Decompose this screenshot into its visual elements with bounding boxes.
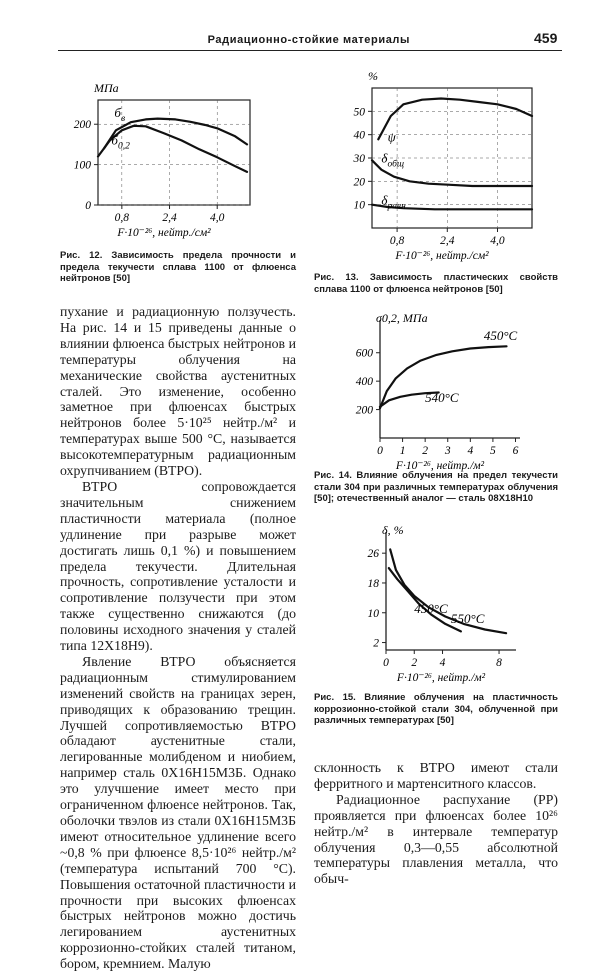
- series-label-symbol: δ: [381, 150, 388, 166]
- figure-14-chart: [330, 308, 530, 473]
- figure-14: [330, 308, 530, 473]
- x-axis-label: F·10⁻²⁶, нейтр./м²: [396, 672, 486, 684]
- x-tick-label: 4,0: [210, 212, 225, 224]
- x-tick-label: 0,8: [389, 235, 405, 247]
- x-tick-label: 4: [439, 657, 446, 669]
- series-label-symbol: б: [111, 132, 118, 148]
- series-label-symbol: ψ: [387, 129, 396, 145]
- series-label-subscript: общ: [387, 159, 405, 170]
- series-label: [484, 328, 518, 343]
- y-tick-label: 20: [353, 176, 365, 189]
- series-label-symbol: 540°С: [425, 389, 459, 405]
- x-tick-label: 6: [512, 445, 519, 457]
- figure-12-caption: Рис. 12. Зависимость предела прочности и предела текучести сплава 1100 от флюенса нейтронов [50]: [60, 250, 296, 284]
- right-paragraph-2: Радиационное распухание (РР) проявляется при флюенсах более 10²⁶ нейтр./м² в интервале температур облучения 0,3—0,55 абсолютной температуры плавления металла, что обыч-: [314, 791, 558, 887]
- series-label: [388, 130, 397, 145]
- running-title: Радиационно-стойкие материалы: [207, 34, 410, 46]
- figure-13-chart: [330, 69, 545, 268]
- y-tick-label: 26: [367, 548, 379, 561]
- y-tick-label: 18: [367, 577, 379, 590]
- series-label-symbol: 450°С: [483, 327, 518, 343]
- x-tick-label: 2: [411, 657, 418, 669]
- header-rule: [58, 50, 562, 51]
- x-tick-label: 4,0: [490, 235, 505, 247]
- left-paragraph-2: ВТРО сопровождается значительным снижением пластичности материала (полное удлинение при разрыве может достигать лишь 0,1 %) и повышением предела текучести. Длительная прочность, сопротивление усталости и сопротивление ползучести при этом также существенно снижаются (до половины исходного значения у сталей типа 12Х18Н9).: [60, 478, 296, 654]
- series-label-symbol: б: [114, 104, 121, 120]
- series-label-subscript: 0,2: [117, 141, 130, 152]
- figure-13: [330, 69, 545, 268]
- page-number: 459: [534, 30, 558, 46]
- x-tick-label: 0,8: [114, 212, 130, 224]
- series-label: [381, 151, 404, 170]
- y-tick-label: 10: [367, 607, 379, 620]
- x-axis-label: F·10⁻²⁶, нейтр./м²: [395, 460, 485, 472]
- y-axis-label: σ0,2, МПа: [376, 311, 428, 325]
- series-label-symbol: δ: [381, 192, 388, 208]
- series-label: [111, 132, 130, 151]
- y-tick-label: 200: [73, 119, 91, 132]
- y-axis-label: МПа: [94, 81, 119, 95]
- x-tick-label: 0: [383, 657, 389, 669]
- series-label-symbol: 450°С: [414, 600, 448, 616]
- y-tick-label: 30: [353, 153, 365, 165]
- series-line: [378, 99, 532, 140]
- x-tick-label: 2: [422, 445, 429, 457]
- left-paragraph-3: Явление ВТРО объясняется радиационным стимулированием изменений свойств на границах зерен, приводящих к образованию трещин. Лучшей сопротивляемостью ВТРО обладают аустенитные стали, легированные молибденом и ниобием, например сталь 0Х16Н15М3Б. Однако это улучшение имеет место при ограниченном флюенсе нейтронов. Так, оболочки твэлов из стали 0Х16Н15М3Б имеют относительное удлинение всего ~0,8 % при флюенсе 8,5·10²⁶ нейтр./м² (температура испытаний 700 °С). Повышения остаточной пластичности и прочности при высоких флюенсах быстрых нейтронов можно достичь легированием аустенитных коррозионно-стойких сталей титаном, бором, кремнием. Малую: [60, 653, 296, 972]
- y-tick-label: 50: [353, 106, 365, 119]
- left-paragraph-1: пухание и радиационную ползучесть. На рис. 14 и 15 приведены данные о влиянии флюенса быстрых нейтронов и температуры облучения на механические свойства аустенитных сталей. Это изменение, особенно заметное при флюенсах быстрых нейтронов более 5·10²⁵ нейтр./м² и температурах выше 500 °С, называется высокотемпературным радиационным охрупчиванием (ВТРО).: [60, 304, 296, 479]
- right-column: [314, 760, 558, 887]
- x-tick-label: 1: [399, 445, 406, 457]
- y-tick-label: 600: [355, 347, 373, 360]
- series-label: [425, 390, 459, 405]
- y-axis-label: δ, %: [382, 523, 404, 537]
- figure-14-caption: Рис. 14. Влияние облучения на предел текучести стали 304 при различных температурах облучения [50]; отечественный аналог — сталь 08Х18Н10: [314, 470, 558, 504]
- y-tick-label: 10: [353, 199, 365, 212]
- y-tick-label: 100: [73, 159, 91, 172]
- y-tick-label: 0: [85, 200, 91, 212]
- figure-12: [60, 78, 280, 243]
- y-tick-label: 40: [353, 129, 365, 142]
- series-label-symbol: 550°С: [451, 611, 485, 627]
- figure-15-chart: [350, 522, 530, 687]
- left-column: [60, 304, 296, 972]
- x-tick-label: 8: [496, 657, 502, 669]
- figure-13-caption: Рис. 13. Зависимость пластических свойств сплава 1100 от флюенса нейтронов [50]: [314, 272, 558, 295]
- figure-12-chart: [60, 78, 280, 243]
- series-label: [381, 193, 406, 212]
- series-label-subscript: в: [120, 113, 126, 124]
- y-axis-label: %: [368, 69, 378, 83]
- figure-15-caption: Рис. 15. Влияние облучения на пластичность коррозионно-стойкой стали 304, облученной при различных температурах [50]: [314, 692, 558, 726]
- x-tick-label: 2,4: [440, 235, 455, 247]
- x-tick-label: 0: [377, 445, 383, 457]
- x-tick-label: 2,4: [162, 212, 177, 224]
- series-label-subscript: равн: [387, 201, 406, 212]
- y-tick-label: 200: [355, 404, 373, 417]
- x-tick-label: 3: [444, 445, 451, 457]
- y-tick-label: 2: [373, 637, 379, 650]
- x-axis-label: F·10⁻²⁶, нейтр./см²: [395, 250, 489, 262]
- x-tick-label: 5: [490, 445, 496, 457]
- series-label: [451, 611, 485, 626]
- figure-15: [350, 522, 530, 687]
- x-axis-label: F·10⁻²⁶, нейтр./см²: [117, 227, 211, 239]
- y-tick-label: 400: [355, 376, 373, 389]
- right-paragraph-1: склонность к ВТРО имеют стали ферритного и мартенситного классов.: [314, 760, 558, 791]
- series-label: [114, 105, 125, 124]
- x-tick-label: 4: [467, 445, 474, 457]
